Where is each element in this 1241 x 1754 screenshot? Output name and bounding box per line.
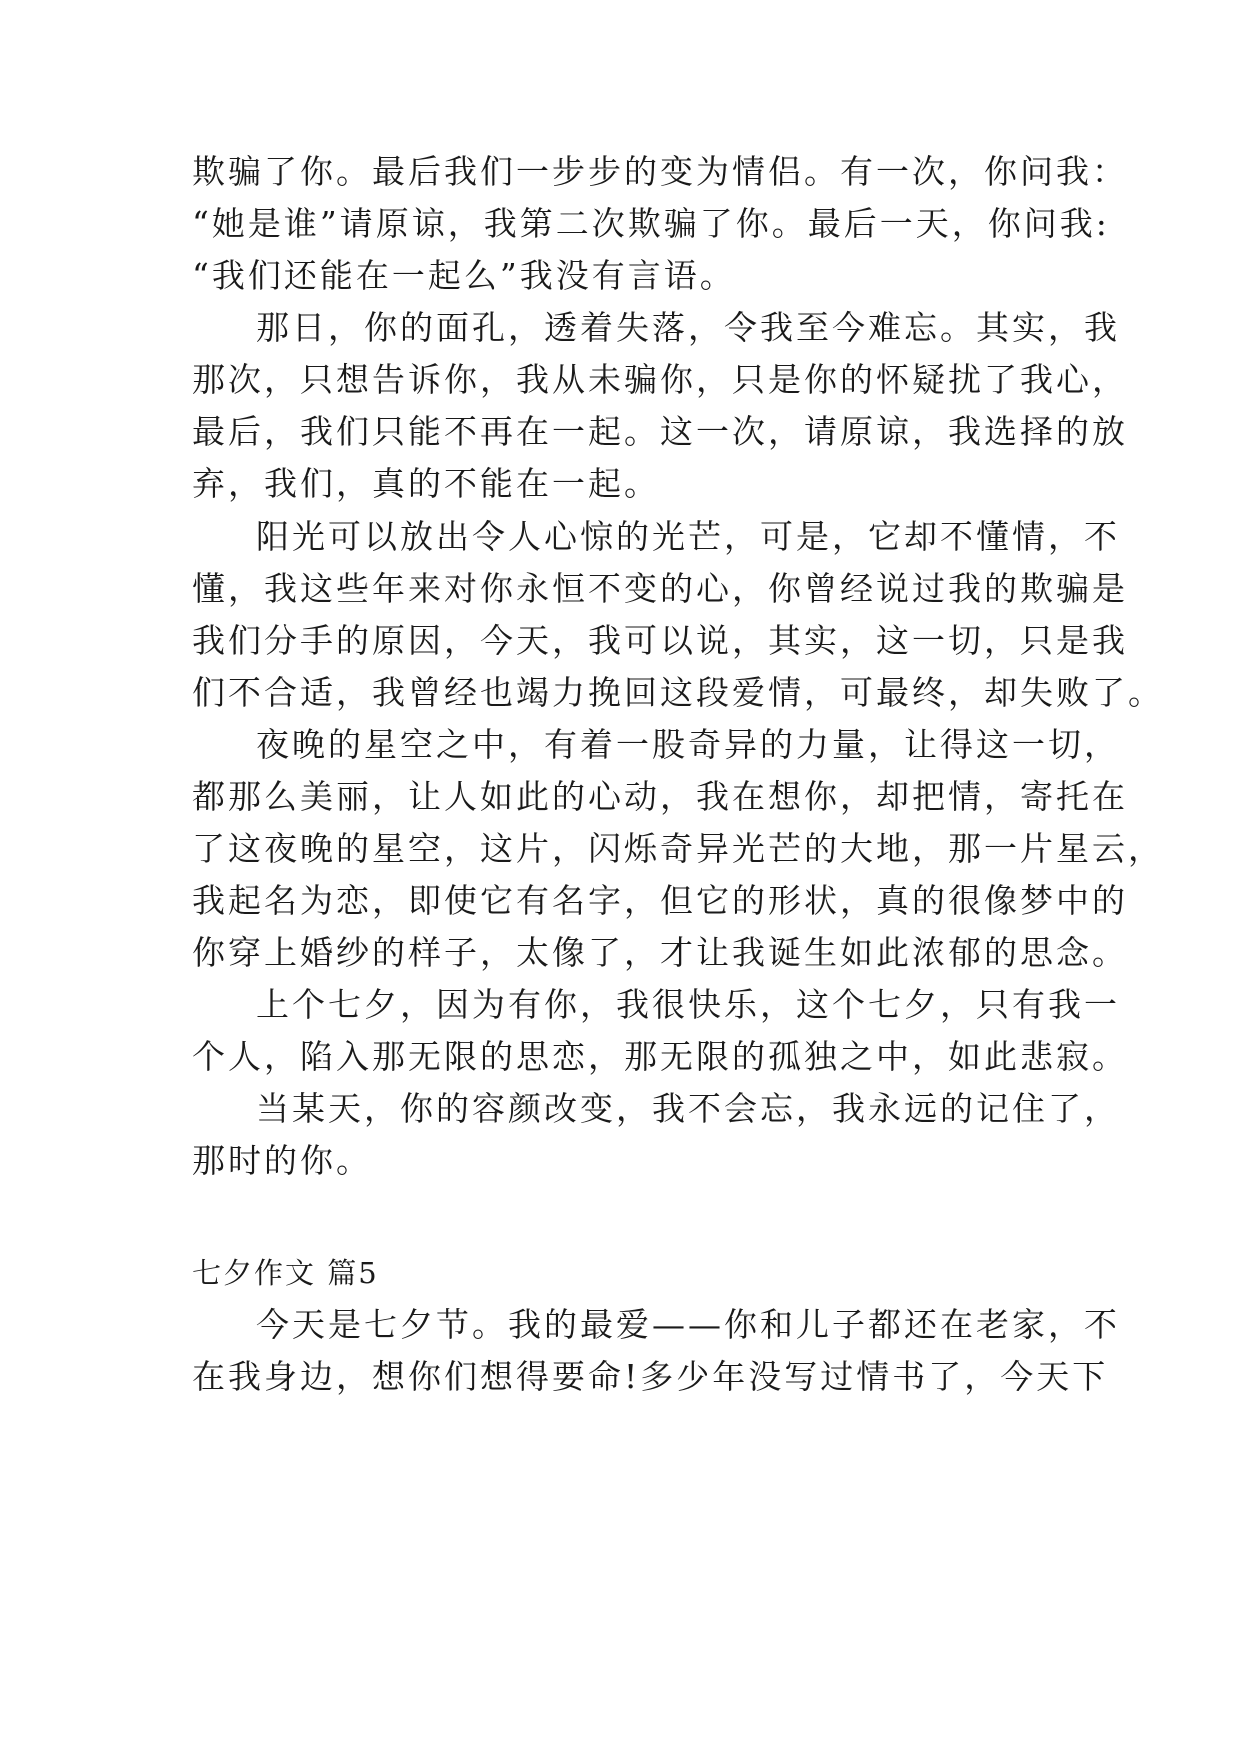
text-line: 懂，我这些年来对你永恒不变的心，你曾经说过我的欺骗是 [192, 569, 1128, 608]
text-line: 那次，只想告诉你，我从未骗你，只是你的怀疑扰了我心， [192, 360, 1128, 399]
paragraph-first-line: 上个七夕，因为有你，我很快乐，这个七夕，只有我一 [256, 985, 1120, 1024]
paragraph-first-line: 阳光可以放出令人心惊的光芒，可是，它却不懂情，不 [256, 517, 1120, 556]
text-line: 你穿上婚纱的样子，太像了，才让我诞生如此浓郁的思念。 [192, 933, 1128, 972]
text-line: 我们分手的原因，今天，我可以说，其实，这一切，只是我 [192, 621, 1128, 660]
text-line: 在我身边，想你们想得要命!多少年没写过情书了，今天下 [192, 1357, 1109, 1396]
section-heading: 七夕作文 篇5 [192, 1256, 379, 1290]
text-line: 弃，我们，真的不能在一起。 [192, 464, 660, 503]
text-line: 欺骗了你。最后我们一步步的变为情侣。有一次，你问我： [192, 152, 1128, 191]
text-line: 了这夜晚的星空，这片，闪烁奇异光芒的大地，那一片星云， [192, 829, 1164, 868]
text-line: 们不合适，我曾经也竭力挽回这段爱情，可最终，却失败了。 [192, 673, 1164, 712]
text-line: “我们还能在一起么”我没有言语。 [192, 256, 736, 295]
paragraph-first-line: 夜晚的星空之中，有着一股奇异的力量，让得这一切， [256, 725, 1120, 764]
text-line: 都那么美丽，让人如此的心动，我在想你，却把情，寄托在 [192, 777, 1128, 816]
text-line: 我起名为恋，即使它有名字，但它的形状，真的很像梦中的 [192, 881, 1128, 920]
text-line: 最后，我们只能不再在一起。这一次，请原谅，我选择的放 [192, 412, 1128, 451]
text-line: “她是谁”请原谅，我第二次欺骗了你。最后一天，你问我: [192, 204, 1110, 243]
paragraph-first-line: 那日，你的面孔，透着失落，令我至今难忘。其实，我 [256, 308, 1120, 347]
text-line: 那时的你。 [192, 1141, 372, 1180]
paragraph-first-line: 今天是七夕节。我的最爱——你和儿子都还在老家，不 [256, 1305, 1120, 1344]
text-line: 个人，陷入那无限的思恋，那无限的孤独之中，如此悲寂。 [192, 1037, 1128, 1076]
paragraph-first-line: 当某天，你的容颜改变，我不会忘，我永远的记住了， [256, 1089, 1120, 1128]
